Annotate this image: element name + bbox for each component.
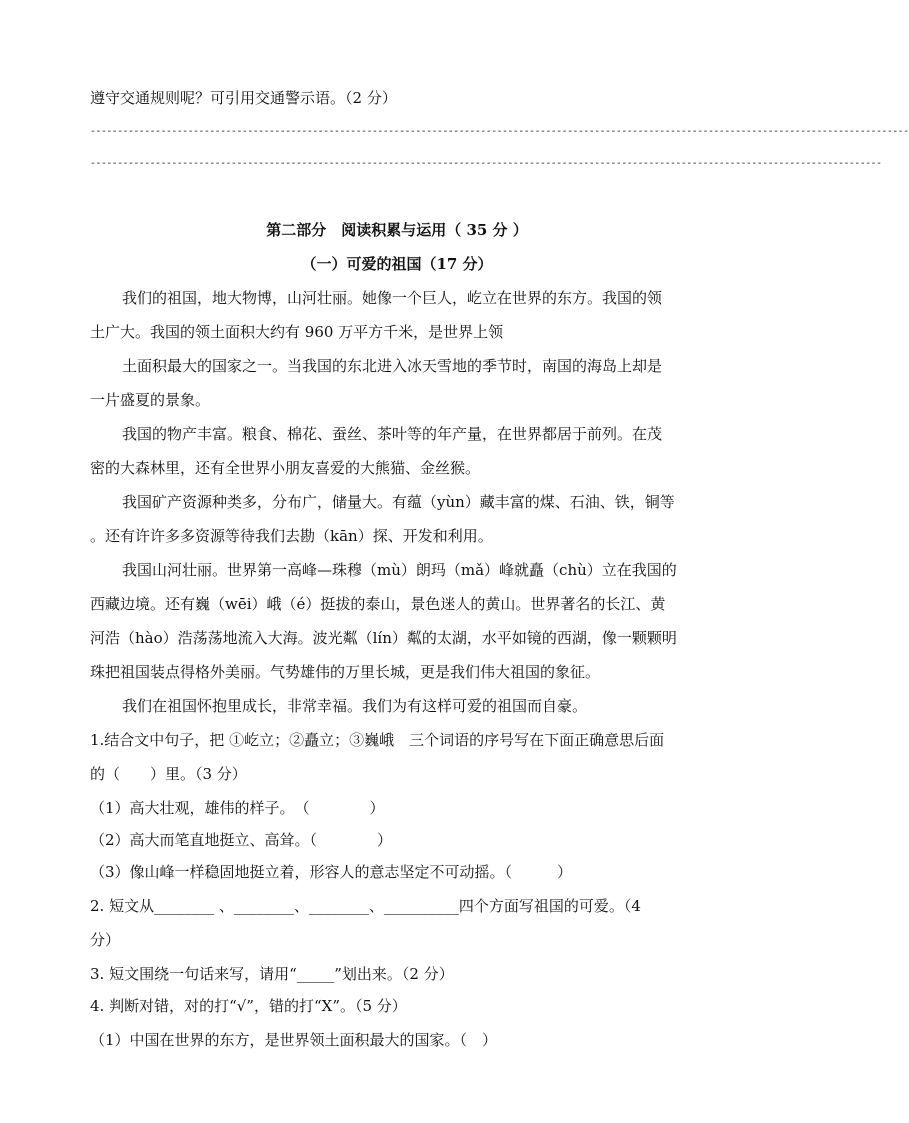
passage-line: 我国矿产资源种类多，分布广，储量大。有蕴（yùn）藏丰富的煤、石油、铁，铜等 xyxy=(122,493,675,511)
passage-line: 一片盛夏的景象。 xyxy=(90,391,211,409)
passage-line: 我们的祖国，地大物博，山河壮丽。她像一个巨人，屹立在世界的东方。我国的领 xyxy=(122,289,663,307)
passage-line: 我国山河壮丽。世界第一高峰—珠穆（mù）朗玛（mǎ）峰就矗（chù）立在我国的 xyxy=(122,561,677,579)
passage-line: 。还有许许多多资源等待我们去勘（kān）探、开发和利用。 xyxy=(90,527,493,545)
passage-line: 我国的物产丰富。粮食、棉花、蚕丝、茶叶等的年产量，在世界都居于前列。在茂 xyxy=(122,425,663,443)
question-1-line-2: 的（ ）里。（3 分） xyxy=(90,765,247,783)
question-1-line-1: 1.结合文中句子，把 ①屹立；②矗立；③巍峨 三个词语的序号写在下面正确意思后面 xyxy=(90,731,665,749)
question-2-line-1: 2. 短文从________ 、________、________、__________四个方面写祖国的可爱。（4 xyxy=(90,897,641,915)
question-4: 4. 判断对错，对的打“√”，错的打“X”。（5 分） xyxy=(90,997,407,1015)
passage-line: 密的大森林里，还有全世界小朋友喜爱的大熊猫、金丝猴。 xyxy=(90,459,481,477)
question-1-item-c: （3）像山峰一样稳固地挺立着，形容人的意志坚定不可动摇。（ ） xyxy=(90,863,573,881)
passage-line: 我们在祖国怀抱里成长，非常幸福。我们为有这样可爱的祖国而自豪。 xyxy=(122,697,588,715)
passage-line: 河浩（hào）浩荡荡地流入大海。波光粼（lín）粼的太湖，水平如镜的西湖，像一颗颗明 xyxy=(90,629,677,647)
section-title: 第二部分 阅读积累与运用（ 35 分 ） xyxy=(266,221,528,239)
passage-line: 土面积最大的国家之一。当我国的东北进入冰天雪地的季节时，南国的海岛上却是 xyxy=(122,357,663,375)
question-1-item-a: （1）高大壮观，雄伟的样子。 （ ） xyxy=(90,799,385,817)
question-2-line-2: 分） xyxy=(90,931,121,949)
passage-line: 西藏边境。还有巍（wēi）峨（é）挺拔的泰山，景色迷人的黄山。世界著名的长江、黄 xyxy=(90,595,666,613)
answer-dash-line-2: -------------------------------------------------------------------------------------------------------------------------------------------------- xyxy=(90,158,882,169)
question-3: 3. 短文围绕一句话来写，请用“_____”划出来。（2 分） xyxy=(90,965,454,983)
passage-line: 土广大。我国的领土面积大约有 960 万平方千米，是世界上领 xyxy=(90,323,504,341)
answer-dash-line-1: ------------------------------------------------------------------------------------------------------------------------------------------------------- xyxy=(90,126,909,137)
top-question-line: 遵守交通规则呢？可引用交通警示语。（2 分） xyxy=(90,89,397,107)
question-4-item-1: （1）中国在世界的东方，是世界领土面积最大的国家。（ ） xyxy=(90,1031,498,1049)
question-1-item-b: （2）高大而笔直地挺立、高耸。（ ） xyxy=(90,831,393,849)
passage-line: 珠把祖国装点得格外美丽。气势雄伟的万里长城，更是我们伟大祖国的象征。 xyxy=(90,663,601,681)
section-subtitle: （一）可爱的祖国（17 分） xyxy=(301,255,493,273)
